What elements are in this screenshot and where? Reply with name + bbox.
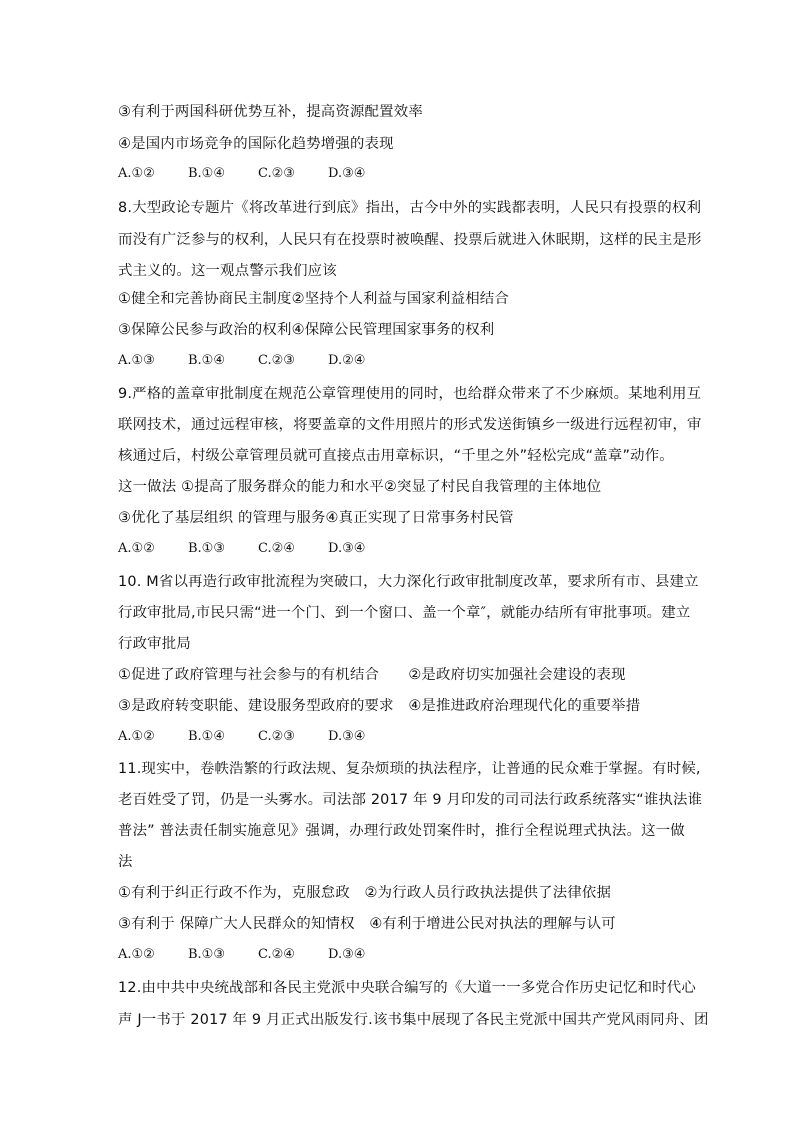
q7-option-a: A.①② (118, 166, 155, 181)
q11-option-c: C.②④ (258, 947, 295, 962)
q9-option-a: A.①② (118, 541, 155, 556)
q11-items-1-2: ①有利于纠正行政不作为，克服怠政 ②为行政人员行政执法提供了法律依据 (118, 885, 612, 901)
q7-option-c: C.②③ (258, 166, 295, 181)
q10-option-d: D.③④ (328, 729, 366, 744)
q9-items-3-4: ③优化了基层组织 的管理与服务④真正实现了日常事务村民管 (118, 510, 514, 526)
q7-item-4: ④是国内市场竞争的国际化趋势增强的表现 (118, 136, 394, 152)
q11-stem-line-3: 普法” 普法责任制实施意见》强调，办理行政处罚案件时，推行全程说理式执法。这一做 (118, 823, 685, 839)
q8-items-1-2: ①健全和完善协商民主制度②坚持个人利益与国家利益相结合 (118, 291, 509, 307)
q8-option-b: B.①④ (188, 353, 225, 368)
q9-option-b: B.①③ (188, 541, 225, 556)
q7-item-3: ③有利于两国科研优势互补，提高资源配置效率 (118, 104, 423, 120)
q10-option-a: A.①② (118, 729, 155, 744)
q8-option-a: A.①③ (118, 353, 155, 368)
q11-stem-line-2: 老百姓受了罚，仍是一头雾水。司法部 2017 年 9 月印发的司司法行政系统落实“谁执法谁 (118, 792, 703, 808)
q10-stem-line-3: 行政审批局 (118, 636, 191, 652)
q10-items-1-2: ①促进了政府管理与社会参与的有机结合 ②是政府切实加强社会建设的表现 (118, 667, 626, 683)
q9-stem-line-3: 核通过后，村级公章管理员就可直接点击用章标识，“千里之外”轻松完成“盖章”动作。 (118, 448, 674, 464)
q11-option-a: A.①② (118, 947, 155, 962)
q8-option-c: C.②③ (258, 353, 295, 368)
q7-option-b: B.①④ (188, 166, 225, 181)
q10-option-c: C.②③ (258, 729, 295, 744)
q11-stem-line-1: 11.现实中，卷帙浩繁的行政法规、复杂烦琐的执法程序，让普通的民众难于掌握。有时候, (118, 761, 701, 777)
q8-option-d: D.②④ (328, 353, 366, 368)
q12-stem-line-2: 声 J一书于 2017 年 9 月正式出版发行.该书集中展现了各民主党派中国共产党风雨同舟、团 (118, 1012, 709, 1028)
q9-stem-line-1: 9.严格的盖章审批制度在规范公章管理使用的同时，也给群众带来了不少麻烦。某地利用互 (118, 386, 702, 402)
q8-stem-line-1: 8.大型政论专题片《将改革进行到底》指出，古今中外的实践都表明，人民只有投票的权利 (118, 200, 702, 216)
q10-items-3-4: ③是政府转变职能、建设服务型政府的要求 ④是推进政府治理现代化的重要举措 (118, 698, 641, 714)
q9-options (118, 539, 398, 559)
q11-option-d: D.③④ (328, 947, 366, 962)
q11-options (118, 945, 398, 965)
q8-items-3-4: ③保障公民参与政治的权利④保障公民管理国家事务的权利 (118, 322, 495, 338)
q7-options (118, 164, 398, 184)
q11-stem-line-4: 法 (118, 854, 133, 870)
q11-option-b: B.①③ (188, 947, 225, 962)
q9-stem-line-4: 这一做法 ①提高了服务群众的能力和水平②突显了村民自我管理的主体地位 (118, 479, 602, 495)
q10-stem-line-1: 10. M省以再造行政审批流程为突破口，大力深化行政审批制度改革，要求所有市、县建立 (118, 574, 699, 590)
q10-options (118, 727, 398, 747)
q12-stem-line-1: 12.由中共中央统战部和各民主党派中央联合编写的《大道一一多党合作历史记忆和时代心 (118, 980, 696, 996)
q8-stem-line-3: 式主义的。这一观点警示我们应该 (118, 263, 337, 279)
q8-options (118, 351, 398, 371)
q9-option-c: C.②④ (258, 541, 295, 556)
q9-stem-line-2: 联网技术，通过远程审核，将要盖章的文件用照片的形式发送街镇乡一级进行远程初审，审 (118, 417, 702, 433)
q10-stem-line-2: 行政审批局,市民只需“进一个门、到一个窗口、盖一个章″，就能办结所有审批事项。建立 (118, 605, 691, 621)
q8-stem-line-2: 而没有广泛参与的权利，人民只有在投票时被唤醒、投票后就进入休眠期，这样的民主是形 (118, 232, 702, 248)
q11-items-3-4: ③有利于 保障广大人民群众的知情权 ④有利于增进公民对执法的理解与认可 (118, 916, 616, 932)
q7-option-d: D.③④ (328, 166, 366, 181)
q10-option-b: B.①④ (188, 729, 225, 744)
q9-option-d: D.③④ (328, 541, 366, 556)
